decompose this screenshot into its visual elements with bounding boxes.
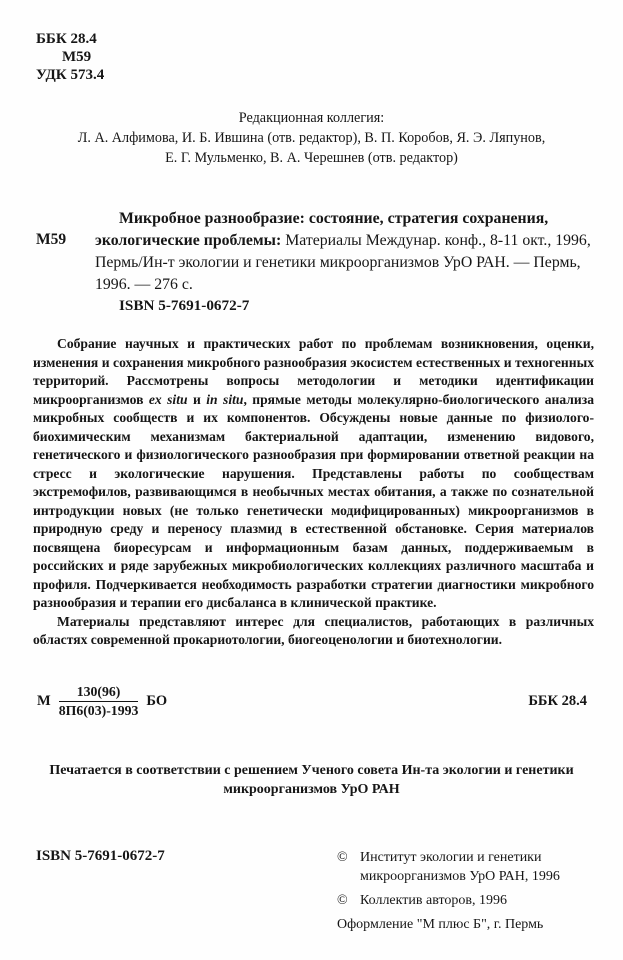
classmark-prefix: М	[37, 692, 51, 709]
annotation	[33, 335, 594, 650]
entry-details: Материалы Междунар. конф., 8-11 окт., 1996, Пермь/Ин-т экологии и генетики микроорганизмов УрО РАН. — Пермь, 1996. — 276 с.	[95, 232, 591, 293]
annotation-paragraph-1	[33, 335, 594, 613]
author-mark-top: М59	[62, 49, 92, 65]
annotation-paragraph-2: Материалы представляют интерес для специалистов, работающих в различных областях современной прокариотологии, биогеоценологии и биотехнологии.	[33, 613, 594, 647]
udk-code: УДК 573.4	[36, 67, 105, 83]
classmark-denominator: 8П6(03)-1993	[58, 702, 139, 718]
bbk-code-bottom: ББК 28.4	[528, 692, 587, 709]
copyright-symbol-2: ©	[337, 893, 348, 908]
editorial-line-2: Е. Г. Мульменко, В. А. Черешнев (отв. редактор)	[165, 150, 458, 166]
classmark-row	[37, 684, 587, 719]
design-credit: Оформление "М плюс Б", г. Пермь	[337, 917, 544, 932]
latin-term-in-situ: in situ	[206, 391, 244, 407]
copyright-authors-text: Коллектив авторов, 1996	[360, 893, 507, 908]
annotation-text-3: , прямые методы молекулярно-биологического анализа микробных сообществ и их компонентов. Обсуждены новые данные по физиолого-биохимическим механизмам бактериальной адаптации, изменению видового, генетического и физиологического разнообразия при формировании ответной реакции на стресс и экологические нарушения. Представлены работы по сообществам экстремофилов, развивающимся в необычных местах обитания, а также по сознательной интродукции новых (не только генетически модифицированных) микроорганизмов в природную среду и переносу плазмид в естественной обстановке. Серия материалов посвящена биоресурсам и информационным базам данных, поддерживаемым в российских и ряде зарубежных микробиологических коллекциях различного масштаба и профиля. Подчеркивается необходимость разработки стратегии диагностики микробного разнообразия и терапии его дисбаланса в клинической практике.	[33, 391, 594, 610]
bbk-code-top: ББК 28.4	[36, 31, 97, 47]
editorial-line-1: Л. А. Алфимова, И. Б. Ившина (отв. редактор), В. П. Коробов, Я. Э. Ляпунов,	[77, 130, 546, 146]
approval-line-2: микроорганизмов УрО РАН	[223, 781, 400, 797]
copyright-institute	[337, 848, 589, 886]
classmark-fraction-group	[37, 684, 167, 719]
entry-title: Микробное разнообразие: состояние, стратегия сохранения, экологические проблемы:	[95, 210, 549, 249]
copyright-institute-text: Институт экологии и генетики микроорганизмов УрО РАН, 1996	[360, 850, 560, 884]
classmark-numerator: 130(96)	[59, 684, 139, 702]
annotation-text-2: и	[187, 391, 207, 407]
copyright-symbol-1: ©	[337, 850, 348, 865]
editorial-board	[0, 108, 623, 168]
bibliographic-entry	[0, 208, 623, 315]
entry-description	[95, 208, 591, 296]
editorial-heading: Редакционная коллегия:	[238, 110, 385, 126]
approval-line-1: Печатается в соответствии с решением Ученого совета Ин-та экологии и генетики	[49, 762, 574, 778]
classification-ids	[36, 0, 623, 84]
classmark-suffix: БО	[146, 692, 168, 709]
annotation-text-1: Собрание научных и практических работ по проблемам возникновения, оценки, изменения и сохранения микробного разнообразия экосистем естественных и техногенных территорий. Рассмотрены вопросы методологии и методики идентификации микроорганизмов	[33, 336, 594, 407]
latin-term-ex-situ: ex situ	[148, 391, 188, 407]
approval-statement	[0, 761, 623, 799]
footer-isbn: ISBN 5-7691-0672-7	[36, 848, 165, 864]
entry-author-mark: М59	[36, 231, 67, 248]
entry-isbn: ISBN 5-7691-0672-7	[119, 297, 250, 314]
copyright-authors	[337, 891, 589, 910]
imprint-footer	[36, 848, 589, 934]
copyright-block	[337, 848, 589, 934]
classmark-fraction	[59, 684, 139, 719]
